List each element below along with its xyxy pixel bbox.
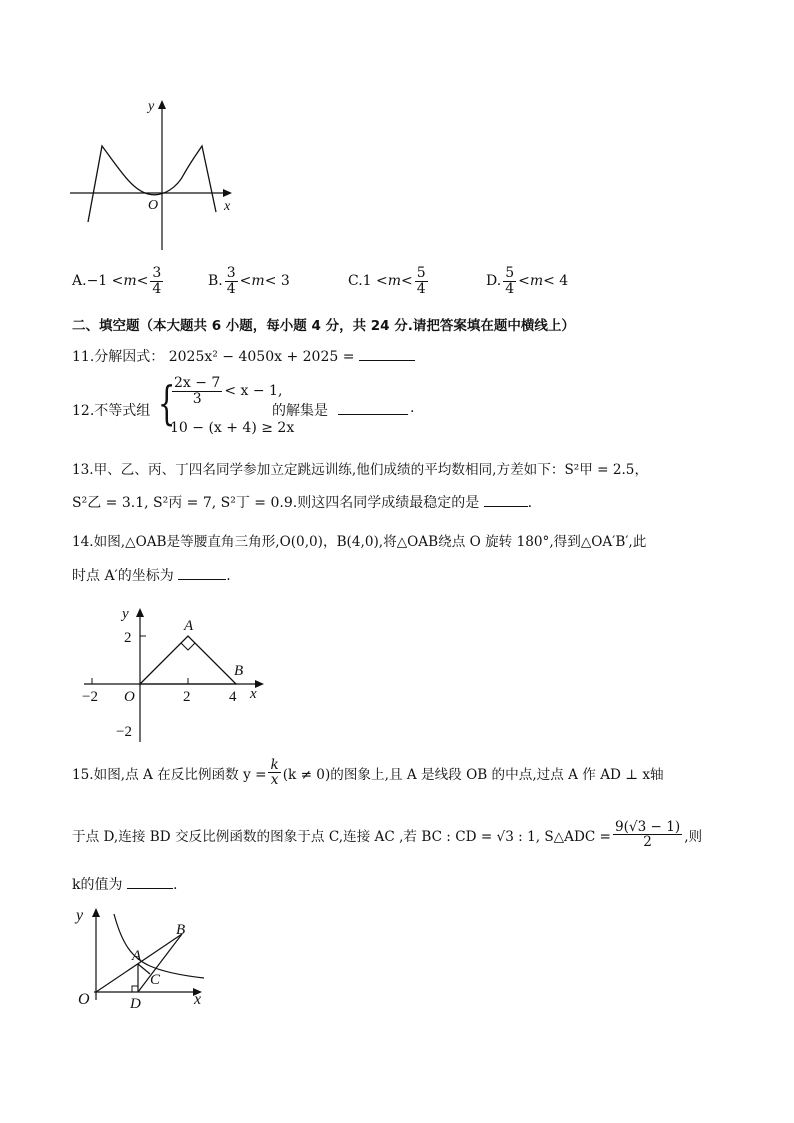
q12-row1 (170, 376, 282, 406)
point-c-label: C (150, 972, 161, 988)
frac-num: 5 (416, 265, 426, 281)
graph-y-label: y (122, 606, 129, 622)
option-d-fraction (503, 266, 516, 296)
q15-answer-blank[interactable] (127, 874, 173, 889)
y-axis-arrow-icon (158, 100, 166, 109)
frac-den: 3 (192, 390, 202, 407)
frac-num: 9(√3 − 1) (614, 819, 681, 835)
y-axis-arrow-icon (92, 908, 100, 917)
y-axis-arrow-icon (136, 608, 144, 617)
graph-origin-label: O (124, 689, 135, 705)
option-a (72, 266, 165, 296)
q14-question: 时点 A′的坐标为 (72, 568, 174, 584)
point-d-label: D (130, 996, 141, 1012)
option-a-fraction (150, 266, 163, 296)
frac-den: 2 (643, 834, 652, 851)
tick-y-neg-label: −2 (116, 724, 132, 740)
right-angle-marker-icon (181, 643, 195, 650)
tick-x-2-label: 2 (183, 689, 191, 705)
graph-origin-label: O (78, 991, 90, 1008)
frac-num: 2x − 7 (174, 375, 221, 391)
q15-area-fraction (613, 820, 682, 850)
q10-graph (60, 90, 250, 260)
option-a-prefix: A. (72, 273, 87, 290)
frac-den: x (270, 772, 279, 789)
q14-line1: 14.如图,△OAB是等腰直角三角形,O(0,0)，B(4,0),将△OAB绕点 O 旋转 180°,得到△OA′B′,此 (72, 534, 647, 550)
q13-answer-blank[interactable] (484, 492, 528, 507)
q15-line2-end: ,则 (684, 828, 703, 845)
q11 (72, 346, 415, 366)
tick-x-4-label: 4 (229, 689, 237, 705)
q14-end: . (226, 568, 231, 584)
q13-question: .则这四名同学成绩最稳定的是 (292, 495, 480, 511)
option-c-var: m (387, 273, 402, 290)
option-c-fraction (415, 266, 428, 296)
q15-question: k的值为 (72, 877, 123, 893)
point-b-label: B (234, 663, 244, 679)
hyperbola-curve (114, 914, 204, 978)
q12-tail: 的解集是 (272, 403, 328, 419)
q12-label: 12.不等式组 (72, 403, 151, 419)
graph-x-label: x (194, 991, 202, 1008)
option-b-var: m (251, 273, 265, 290)
option-c-left: 1 < (362, 273, 388, 290)
triangle-oab (140, 636, 236, 684)
option-a-left: −1 < (86, 273, 124, 290)
q14-line2 (72, 565, 231, 585)
option-c-prefix: C. (348, 273, 363, 290)
tick-x-neg-label: −2 (82, 689, 98, 705)
option-b-rest: < 3 (264, 273, 290, 290)
graph-y-label: y (76, 907, 84, 924)
point-a-label: A (132, 948, 142, 964)
q15-line2-start: 于点 D,连接 BD 交反比例函数的图象于点 C,连接 AC ,若 BC : CD = √3 : 1, S△ADC = (72, 828, 611, 845)
q15-line1-end: (k ≠ 0)的图象上,且 A 是线段 OB 的中点,过点 A 作 AD ⊥ x轴 (282, 766, 664, 783)
q12-row1-rest: < x − 1, (224, 383, 283, 400)
option-b-fraction (225, 266, 238, 296)
q15-end: . (172, 877, 178, 893)
q13-line1: 13.甲、乙、丙、丁四名同学参加立定跳远训练,他们成绩的平均数相同,方差如下：S²甲 = 2.5， (72, 462, 649, 478)
option-d-var: m (529, 273, 544, 290)
option-a-lt: < (136, 273, 149, 290)
graph-origin-label: O (148, 198, 159, 213)
q15-kx-fraction (268, 758, 280, 788)
q15-graph (70, 904, 220, 1014)
option-d (486, 266, 568, 296)
q13-line2 (72, 492, 532, 512)
frac-num: 3 (152, 265, 162, 281)
q12-answer-blank[interactable] (338, 400, 408, 415)
q11-label: 11.分解因式： (72, 349, 165, 365)
graph-x-label: x (250, 686, 257, 702)
option-c (348, 266, 430, 296)
q15-line1-start: 15.如图,点 A 在反比例函数 y = (72, 766, 267, 783)
brace-icon: { (157, 376, 176, 430)
q14-graph (78, 602, 278, 752)
q15-line3 (72, 874, 177, 894)
graph-y-label: y (148, 99, 155, 114)
tick-y-pos-label: 2 (124, 630, 132, 646)
section-heading: 二、填空题（本大题共 6 小题，每小题 4 分，共 24 分.请把答案填在题中横线上） (72, 318, 575, 334)
point-a-label: A (184, 618, 194, 634)
q11-expression: 2025x² − 4050x + 2025 = (168, 349, 355, 365)
q11-answer-blank[interactable] (359, 346, 415, 361)
option-d-prefix: D. (486, 273, 502, 290)
frac-num: 3 (226, 265, 236, 281)
frac-num: 5 (505, 265, 515, 281)
q15-line2 (72, 820, 702, 850)
q12-row2: 10 − (x + 4) ≥ 2x (170, 420, 295, 436)
q12 (72, 376, 772, 442)
frac-den: 4 (416, 280, 426, 297)
point-b-label: B (176, 922, 186, 938)
frac-den: 4 (505, 280, 515, 297)
option-a-var: m (123, 273, 137, 290)
frac-num: k (270, 757, 279, 773)
x-axis-arrow-icon (223, 189, 232, 197)
frac-den: 4 (226, 280, 236, 297)
graph-x-label: x (224, 199, 231, 214)
q13-variances: S²乙 = 3.1, S²丙 = 7, S²丁 = 0.9 (72, 495, 293, 511)
q10-options (72, 266, 772, 306)
option-c-lt: < (401, 273, 413, 290)
option-b-lt: < (239, 273, 252, 290)
q14-answer-blank[interactable] (178, 565, 226, 580)
q12-row1-fraction (172, 376, 222, 406)
option-d-lt: < (518, 273, 530, 290)
q13-end: . (527, 495, 533, 511)
option-b-prefix: B. (208, 273, 223, 290)
frac-den: 4 (152, 280, 162, 297)
q12-end: . (410, 400, 415, 416)
option-b (208, 266, 290, 296)
q15-line1 (72, 758, 664, 788)
option-d-rest: < 4 (543, 273, 569, 290)
right-angle-marker-icon (132, 986, 138, 992)
